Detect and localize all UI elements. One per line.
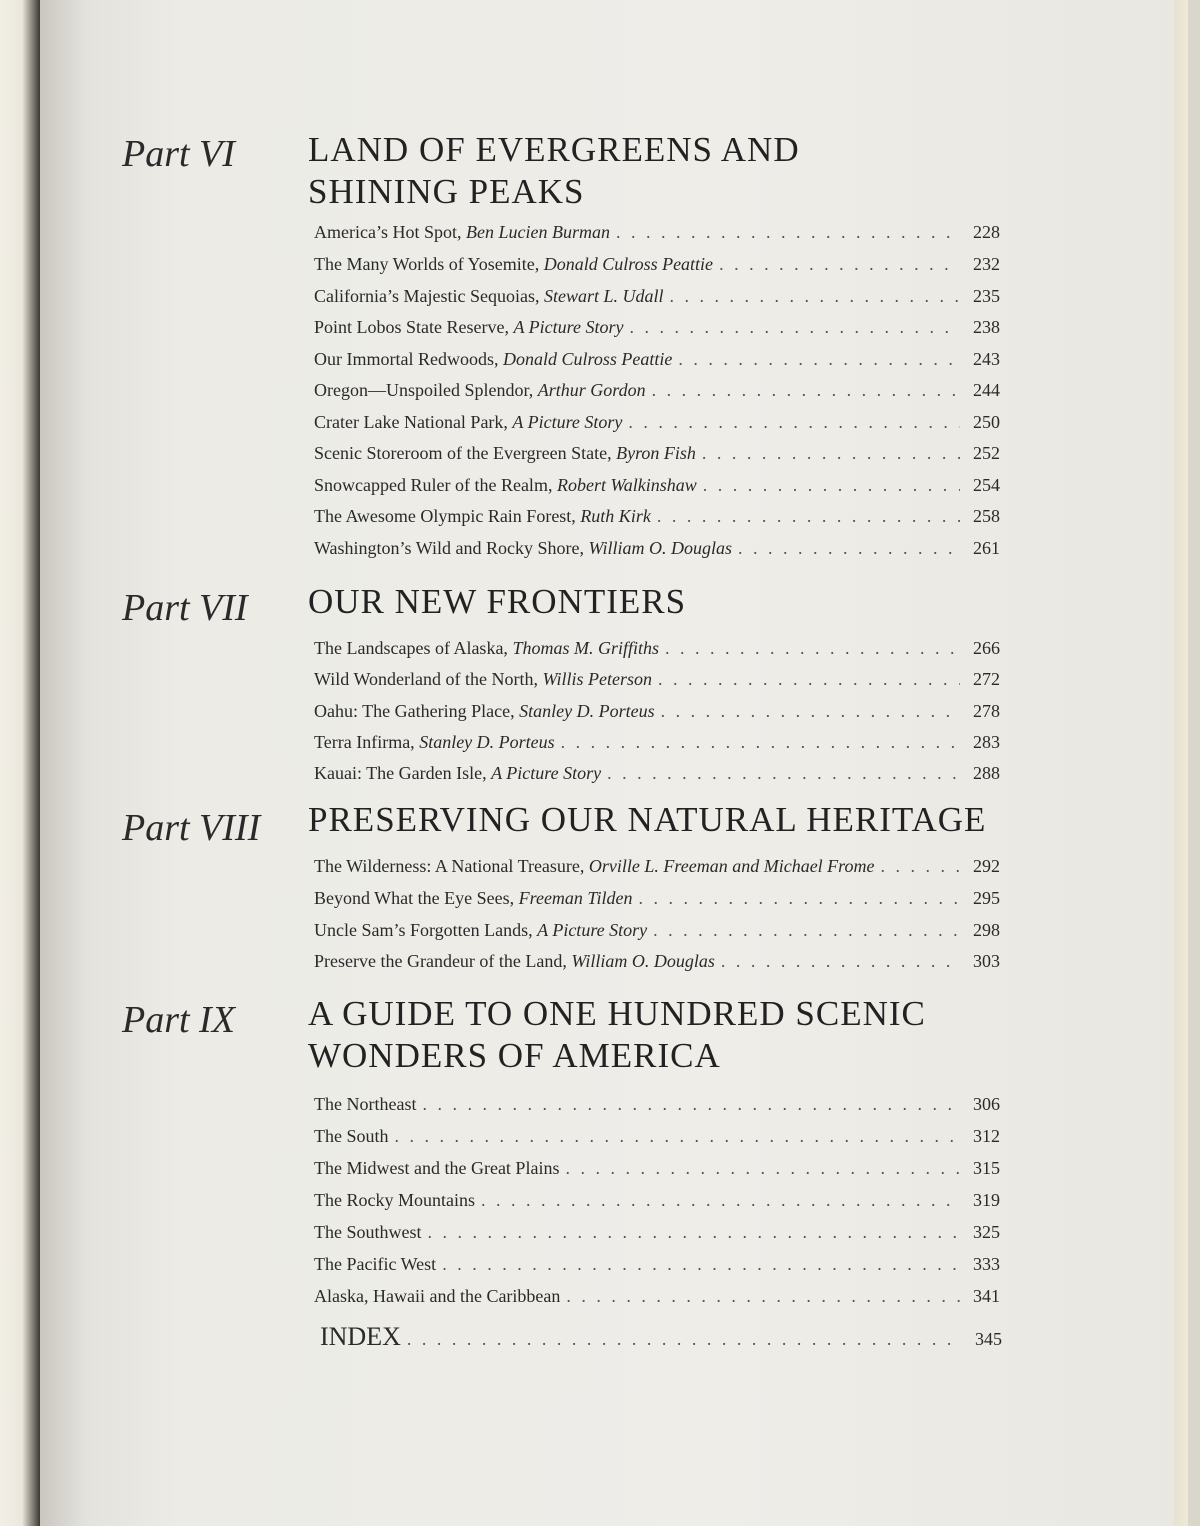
entry-author: William O. Douglas (588, 538, 732, 558)
toc-entry[interactable] (314, 1286, 1000, 1312)
entry-title: The Wilderness: A National Treasure, (314, 856, 585, 876)
entry-title: Beyond What the Eye Sees, (314, 888, 515, 908)
section-title-line: OUR NEW FRONTIERS (308, 582, 687, 621)
page-number: 303 (973, 951, 1000, 971)
page-number: 244 (973, 380, 1000, 400)
entry-title: Point Lobos State Reserve, (314, 317, 509, 337)
page-number: 292 (973, 856, 1000, 876)
toc-entry[interactable] (314, 763, 1000, 789)
page-number: 341 (973, 1286, 1000, 1306)
entry-title: California’s Majestic Sequoias, (314, 286, 540, 306)
toc-entry[interactable] (314, 888, 1000, 914)
leader-dots (561, 732, 960, 753)
leader-dots (616, 222, 960, 243)
toc-entry[interactable] (314, 412, 1000, 438)
page-number: 283 (973, 732, 1000, 752)
entry-title: Our Immortal Redwoods, (314, 349, 499, 369)
entry-author: Arthur Gordon (537, 380, 646, 400)
leader-dots (652, 380, 960, 401)
entry-title: The Northeast (314, 1094, 417, 1114)
part-label: Part VII (122, 587, 248, 629)
entry-title: Wild Wonderland of the North, (314, 669, 538, 689)
toc-entry[interactable] (314, 443, 1000, 469)
toc-entry[interactable] (314, 506, 1000, 532)
page-number: 243 (973, 349, 1000, 369)
entry-author: A Picture Story (512, 412, 623, 432)
toc-entry[interactable] (314, 1222, 1000, 1248)
entry-author: Robert Walkinshaw (556, 475, 697, 495)
toc-entry[interactable] (314, 380, 1000, 406)
toc-entry[interactable] (314, 701, 1000, 727)
entry-author: Orville L. Freeman and Michael Frome (588, 856, 875, 876)
page-number: 298 (973, 920, 1000, 940)
entry-author: Donald Culross Peattie (502, 349, 673, 369)
leader-dots (658, 669, 960, 690)
entry-author: A Picture Story (491, 763, 602, 783)
toc-entry[interactable] (314, 254, 1000, 280)
page-number: 306 (973, 1094, 1000, 1114)
entry-title: Oahu: The Gathering Place, (314, 701, 515, 721)
leader-dots (442, 1254, 960, 1275)
leader-dots (719, 254, 960, 275)
page-number: 319 (973, 1190, 1000, 1210)
toc-entry[interactable] (314, 1254, 1000, 1280)
entry-author: Stewart L. Udall (543, 286, 664, 306)
entry-title: Crater Lake National Park, (314, 412, 508, 432)
page-number: 252 (973, 443, 1000, 463)
entry-title: Alaska, Hawaii and the Caribbean (314, 1286, 561, 1306)
toc-entry[interactable] (314, 1126, 1000, 1152)
book-binding (0, 0, 40, 1526)
toc-entry[interactable] (314, 732, 1000, 758)
leader-dots (669, 286, 960, 307)
toc-entry[interactable] (314, 638, 1000, 664)
entry-author: Byron Fish (616, 443, 696, 463)
entry-author: Freeman Tilden (518, 888, 633, 908)
page-number: 315 (973, 1158, 1000, 1178)
toc-entry[interactable] (314, 286, 1000, 312)
page-number: 272 (973, 669, 1000, 689)
toc-entry[interactable] (314, 538, 1000, 564)
page-number: 228 (973, 222, 1000, 242)
toc-entry[interactable] (314, 669, 1000, 695)
leader-dots (702, 443, 960, 464)
entry-title: Snowcapped Ruler of the Realm, (314, 475, 553, 495)
part-label: Part VI (122, 133, 235, 175)
section-title-line: WONDERS OF AMERICA (308, 1036, 721, 1075)
entry-title: The Many Worlds of Yosemite, (314, 254, 540, 274)
entry-author: Willis Peterson (542, 669, 652, 689)
leader-dots (395, 1126, 961, 1147)
entry-author: A Picture Story (537, 920, 648, 940)
leader-dots (629, 317, 960, 338)
page-edge (1174, 0, 1188, 1526)
entry-author: Stanley D. Porteus (419, 732, 555, 752)
leader-dots (407, 1329, 962, 1350)
toc-entry[interactable] (314, 1190, 1000, 1216)
leader-dots (628, 412, 960, 433)
entry-title: The South (314, 1126, 389, 1146)
toc-entry[interactable] (314, 856, 1000, 882)
page-number: 345 (975, 1329, 1002, 1349)
entry-author: Thomas M. Griffiths (512, 638, 659, 658)
toc-entry[interactable] (314, 222, 1000, 248)
page-number: 288 (973, 763, 1000, 783)
leader-dots (881, 856, 960, 877)
index-title: INDEX (320, 1322, 401, 1351)
entry-title: The Landscapes of Alaska, (314, 638, 508, 658)
page-number: 333 (973, 1254, 1000, 1274)
leader-dots (422, 1094, 960, 1115)
toc-entry[interactable] (314, 1094, 1000, 1120)
entry-author: A Picture Story (513, 317, 624, 337)
page-number: 278 (973, 701, 1000, 721)
entry-title: The Awesome Olympic Rain Forest, (314, 506, 576, 526)
entry-author: Ben Lucien Burman (465, 222, 610, 242)
entry-title: Washington’s Wild and Rocky Shore, (314, 538, 584, 558)
entry-title: Oregon—Unspoiled Splendor, (314, 380, 534, 400)
entry-author: Donald Culross Peattie (543, 254, 714, 274)
leader-dots (638, 888, 960, 909)
section-title-line: SHINING PEAKS (308, 172, 585, 211)
page-number: 312 (973, 1126, 1000, 1146)
leader-dots (703, 475, 960, 496)
toc-entry[interactable] (314, 475, 1000, 501)
entry-title: Kauai: The Garden Isle, (314, 763, 487, 783)
page-number: 261 (973, 538, 1000, 558)
book-page (40, 0, 1188, 1526)
toc-entry[interactable] (314, 317, 1000, 343)
section-title-line: PRESERVING OUR NATURAL HERITAGE (308, 800, 987, 839)
leader-dots (428, 1222, 961, 1243)
page-number: 235 (973, 286, 1000, 306)
page-number: 232 (973, 254, 1000, 274)
leader-dots (607, 763, 960, 784)
leader-dots (661, 701, 960, 722)
part-label: Part IX (122, 999, 235, 1041)
leader-dots (678, 349, 960, 370)
page-number: 325 (973, 1222, 1000, 1242)
page-number: 266 (973, 638, 1000, 658)
leader-dots (738, 538, 960, 559)
entry-title: Scenic Storeroom of the Evergreen State, (314, 443, 612, 463)
entry-title: The Rocky Mountains (314, 1190, 475, 1210)
section-title-line: LAND OF EVERGREENS AND (308, 130, 800, 169)
entry-title: The Pacific West (314, 1254, 437, 1274)
page-number: 238 (973, 317, 1000, 337)
entry-title: Terra Infirma, (314, 732, 415, 752)
leader-dots (481, 1190, 960, 1211)
page-number: 295 (973, 888, 1000, 908)
part-label: Part VIII (122, 807, 261, 849)
entry-author: Ruth Kirk (580, 506, 651, 526)
leader-dots (653, 920, 960, 941)
entry-title: Uncle Sam’s Forgotten Lands, (314, 920, 533, 940)
entry-title: America’s Hot Spot, (314, 222, 462, 242)
toc-entry[interactable] (314, 951, 1000, 977)
leader-dots (657, 506, 960, 527)
page-number: 258 (973, 506, 1000, 526)
entry-title: The Midwest and the Great Plains (314, 1158, 560, 1178)
page-number: 254 (973, 475, 1000, 495)
entry-title: The Southwest (314, 1222, 422, 1242)
section-title-line: A GUIDE TO ONE HUNDRED SCENIC (308, 994, 926, 1033)
page-number: 250 (973, 412, 1000, 432)
entry-author: Stanley D. Porteus (519, 701, 655, 721)
toc-entry[interactable] (314, 920, 1000, 946)
entry-author: William O. Douglas (571, 951, 715, 971)
leader-dots (565, 1158, 960, 1179)
toc-index-entry[interactable] (320, 1322, 1002, 1354)
toc-entry[interactable] (314, 1158, 1000, 1184)
entry-title: Preserve the Grandeur of the Land, (314, 951, 567, 971)
leader-dots (721, 951, 960, 972)
toc-entry[interactable] (314, 349, 1000, 375)
leader-dots (566, 1286, 960, 1307)
leader-dots (665, 638, 960, 659)
